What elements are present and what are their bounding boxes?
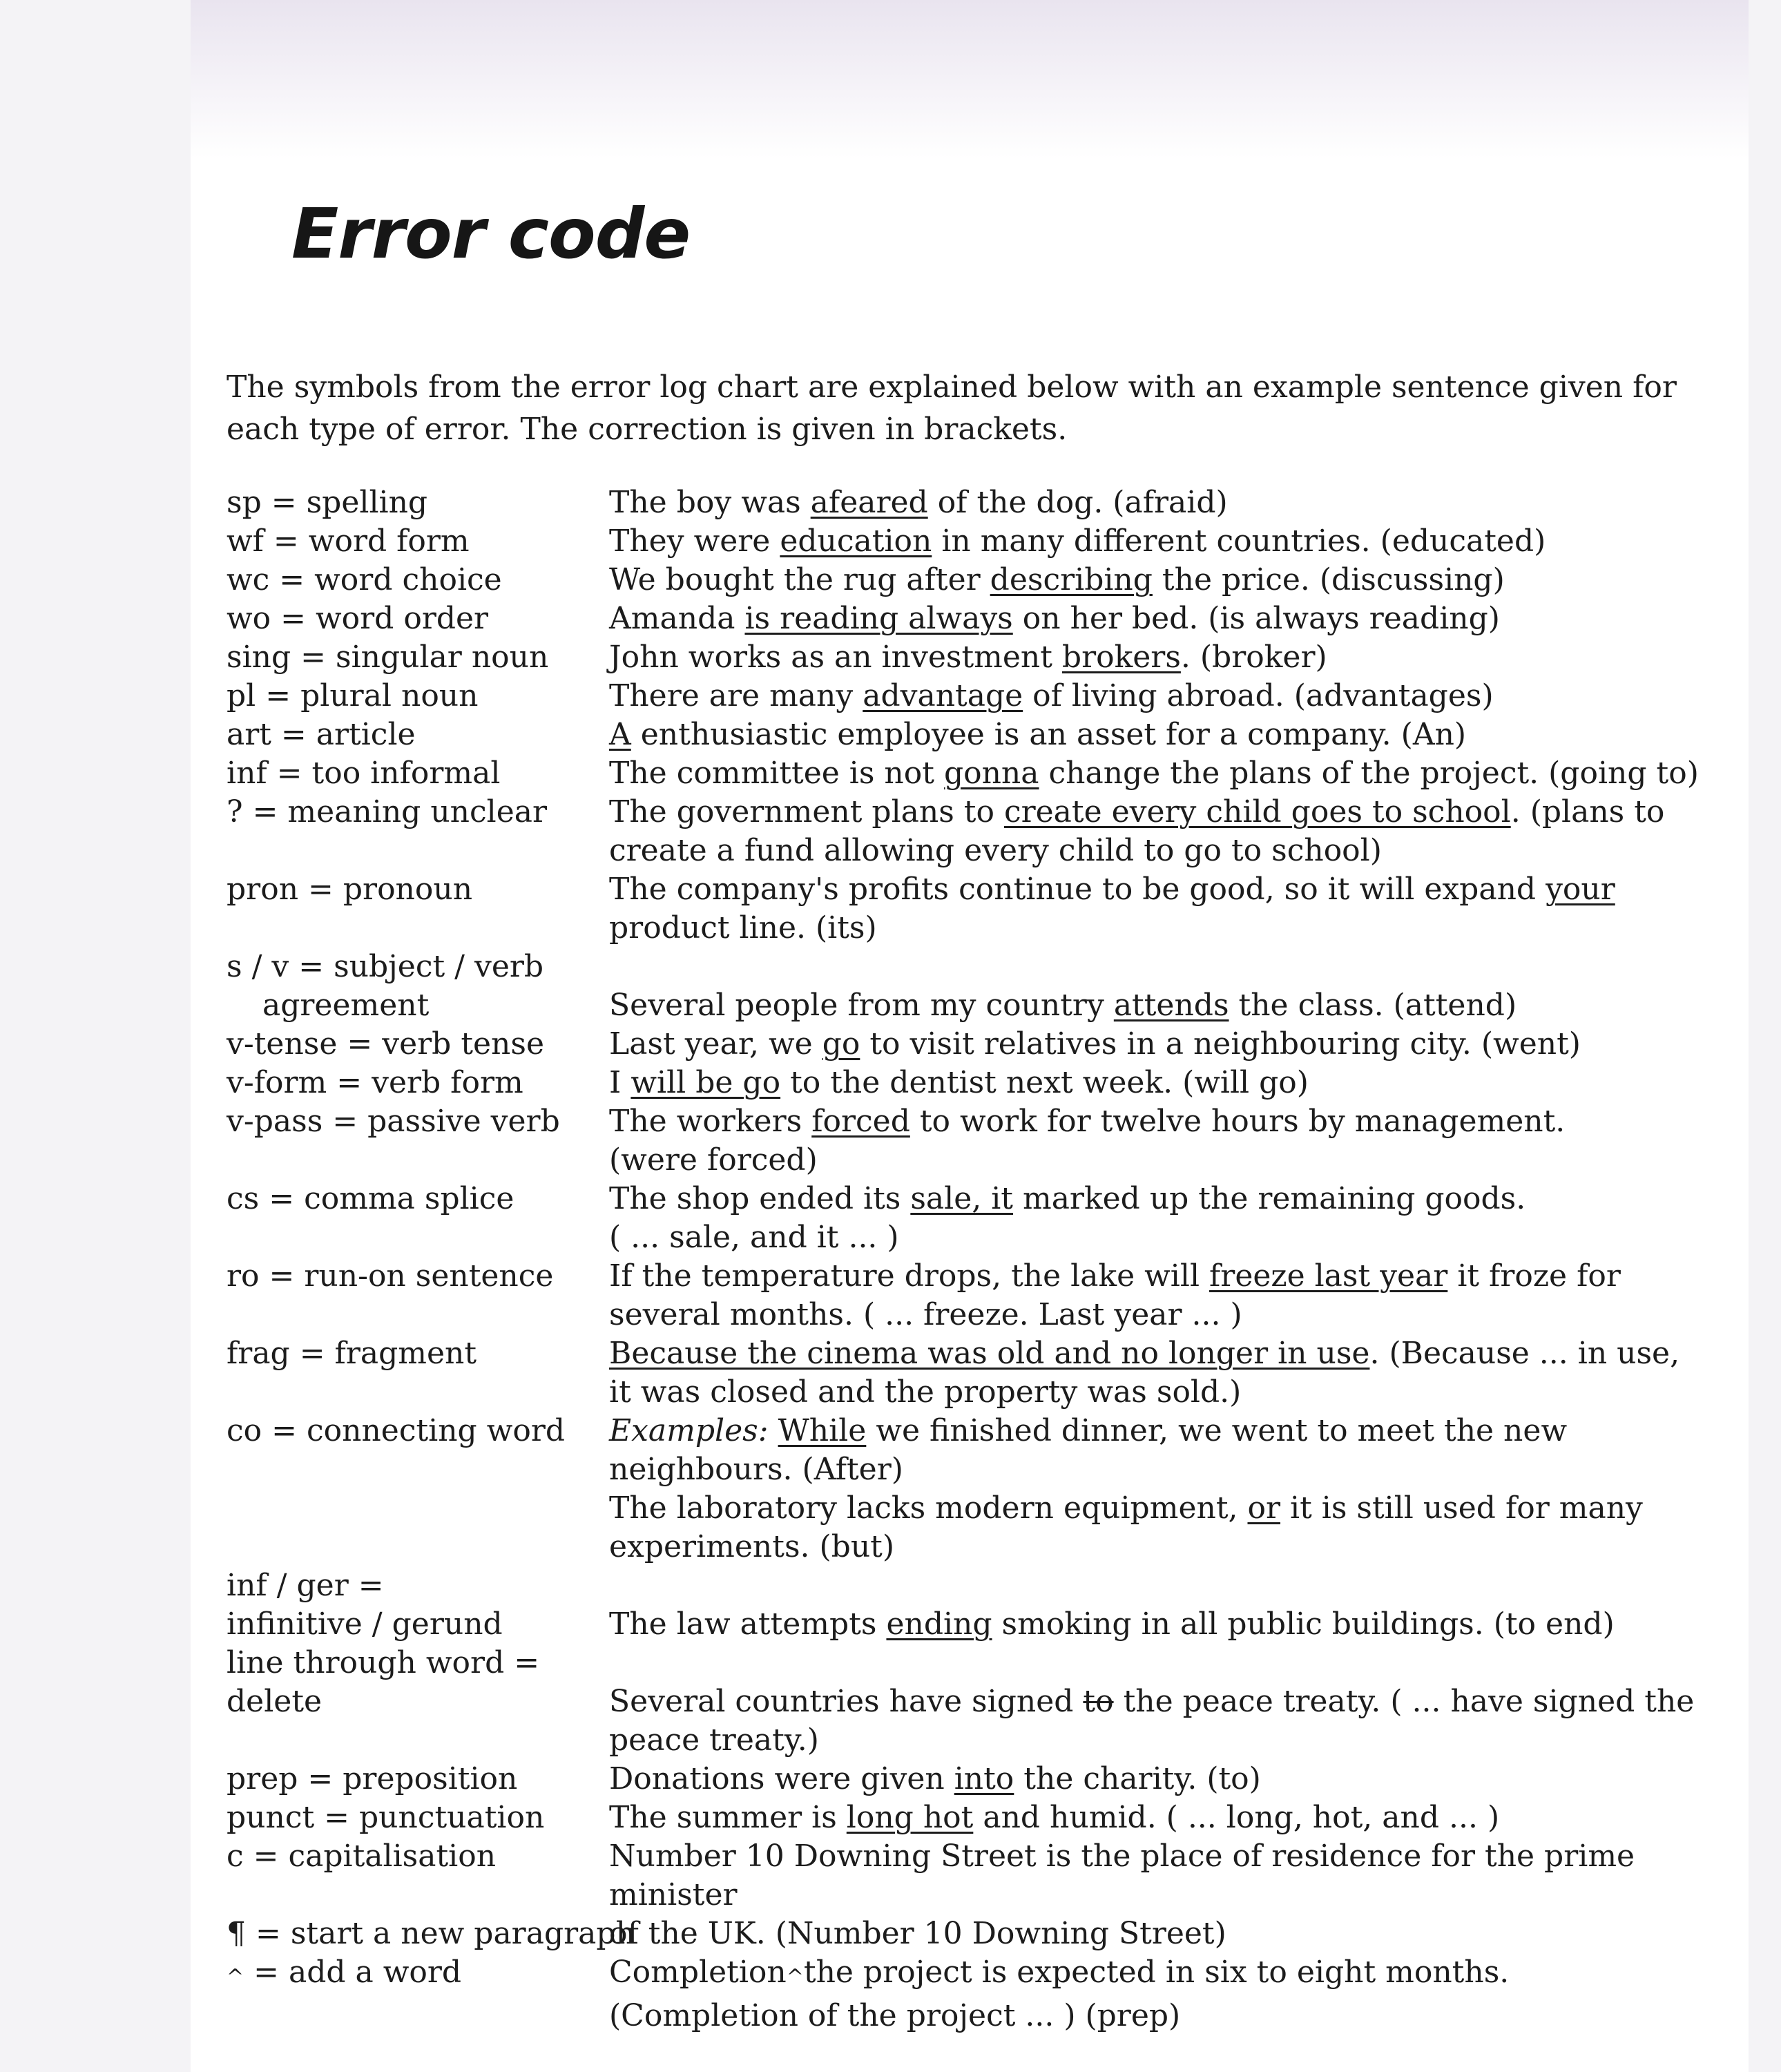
code-label: ro = run-on sentence: [227, 1258, 554, 1294]
code-label: v-form = verb form: [227, 1065, 523, 1100]
error-underline: create every child goes to school: [1003, 794, 1511, 829]
example-sentence: The shop ended its sale, it marked up the remaining goods. ( ... sale, and it ... ): [609, 1181, 1526, 1255]
error-underline: go: [822, 1026, 860, 1062]
code-label: v-tense = verb tense: [227, 1026, 545, 1062]
example-sentence: A enthusiastic employee is an asset for a company. (An): [609, 717, 1467, 752]
code-label: wo = word order: [227, 601, 489, 636]
code-label: s / v = subject / verb agreement: [227, 949, 544, 1023]
caret-icon: ^: [786, 1965, 804, 1989]
example-sentence: The law attempts ending smoking in all public buildings. (to end): [609, 1606, 1615, 1642]
error-underline: long hot: [846, 1800, 974, 1835]
example-sentence: The committee is not gonna change the plans of the project. (going to): [609, 756, 1699, 791]
error-underline: afeared: [810, 485, 928, 520]
code-label: pron = pronoun: [227, 872, 473, 907]
code-label: wf = word form: [227, 524, 470, 559]
example-sentence: Several countries have signed to the peace treaty. ( ... have signed the peace treaty.): [609, 1684, 1695, 1758]
code-label: inf = too informal: [227, 756, 501, 791]
example-sentence: There are many advantage of living abroad. (advantages): [609, 678, 1494, 713]
example-sentence: Amanda is reading always on her bed. (is always reading): [609, 601, 1500, 636]
error-underline: brokers: [1061, 640, 1181, 675]
example-sentence: If the temperature drops, the lake will freeze last year it froze for several months. ( ... freeze. Last year ... ): [609, 1258, 1621, 1332]
code-label: co = connecting word: [227, 1413, 566, 1448]
error-underline: education: [780, 524, 932, 559]
example-sentence: They were education in many different countries. (educated): [609, 524, 1546, 559]
caret-icon: ^: [227, 1965, 244, 1989]
code-label: cs = comma splice: [227, 1181, 514, 1216]
example-sentence: Donations were given into the charity. (to): [609, 1761, 1261, 1796]
example-sentence: The boy was afeared of the dog. (afraid): [609, 485, 1228, 520]
error-underline: forced: [811, 1104, 910, 1139]
examples-label: Examples:: [609, 1413, 769, 1448]
example-sentence: Several people from my country attends the class. (attend): [609, 988, 1517, 1023]
deleted-word: to: [1083, 1684, 1114, 1719]
error-underline: freeze last year: [1209, 1258, 1448, 1294]
error-underline: attends: [1113, 988, 1229, 1023]
example-sentence: Completion^the project is expected in six to eight months. (Completion of the project ... ) (prep): [609, 1955, 1510, 2033]
example-sentence: The workers forced to work for twelve hours by management. (were forced): [609, 1104, 1566, 1178]
code-label: pl = plural noun: [227, 678, 479, 713]
code-label: art = article: [227, 717, 416, 752]
code-label: inf / ger = infinitive / gerund: [227, 1568, 503, 1642]
error-underline: Because the cinema was old and no longer in use: [609, 1336, 1370, 1371]
example-sentence: The summer is long hot and humid. ( ... long, hot, and ... ): [609, 1800, 1500, 1835]
code-label: c = capitalisation: [227, 1839, 497, 1874]
code-label: wc = word choice: [227, 562, 502, 597]
code-label: ^ = add a word: [227, 1955, 462, 1990]
example-sentence: John works as an investment brokers. (broker): [609, 640, 1327, 675]
error-underline: gonna: [943, 756, 1039, 791]
error-underline: A: [609, 717, 631, 752]
code-label: prep = preposition: [227, 1761, 518, 1796]
error-underline: advantage: [863, 678, 1023, 713]
example-sentence: The company's profits continue to be good, so it will expand your product line. (its): [609, 872, 1615, 946]
error-underline: or: [1247, 1490, 1281, 1526]
error-underline: sale, it: [910, 1181, 1013, 1216]
example-sentence: I will be go to the dentist next week. (will go): [609, 1065, 1309, 1100]
page-title: Error code: [291, 193, 691, 274]
example-sentence: We bought the rug after describing the price. (discussing): [609, 562, 1505, 597]
code-label: punct = punctuation: [227, 1800, 545, 1835]
code-label: frag = fragment: [227, 1336, 477, 1371]
code-label: ¶ = start a new paragraph: [227, 1916, 635, 1951]
error-underline: your: [1546, 872, 1615, 907]
example-sentence: Number 10 Downing Street is the place of residence for the prime minister of the UK. (Number 10 Downing Street): [609, 1839, 1635, 1951]
code-label: sing = singular noun: [227, 640, 549, 675]
code-label: ? = meaning unclear: [227, 794, 548, 829]
example-sentence: The government plans to create every child goes to school. (plans to create a fund allowing every child to go to school): [609, 794, 1665, 868]
error-underline: describing: [990, 562, 1153, 597]
error-underline: into: [954, 1761, 1014, 1796]
example-sentence: Examples: While we finished dinner, we went to meet the new neighbours. (After) The laboratory lacks modern equipment, or it is still used for many experiments. (but): [609, 1413, 1643, 1564]
example-sentence: Because the cinema was old and no longer in use. (Because ... in use, it was closed and the property was sold.): [609, 1336, 1680, 1410]
error-underline: will be go: [630, 1065, 781, 1100]
intro-paragraph: The symbols from the error log chart are explained below with an example sentence given for each type of error. The correction is given in brackets.: [227, 370, 1677, 447]
code-label: line through word = delete: [227, 1645, 540, 1719]
example-sentence: Last year, we go to visit relatives in a neighbouring city. (went): [609, 1026, 1581, 1062]
code-label: sp = spelling: [227, 485, 428, 520]
error-underline: ending: [886, 1606, 992, 1642]
page-shadow: [191, 0, 1749, 159]
code-label: v-pass = passive verb: [227, 1104, 560, 1139]
error-underline: While: [778, 1413, 867, 1448]
error-underline: is reading always: [744, 601, 1013, 636]
